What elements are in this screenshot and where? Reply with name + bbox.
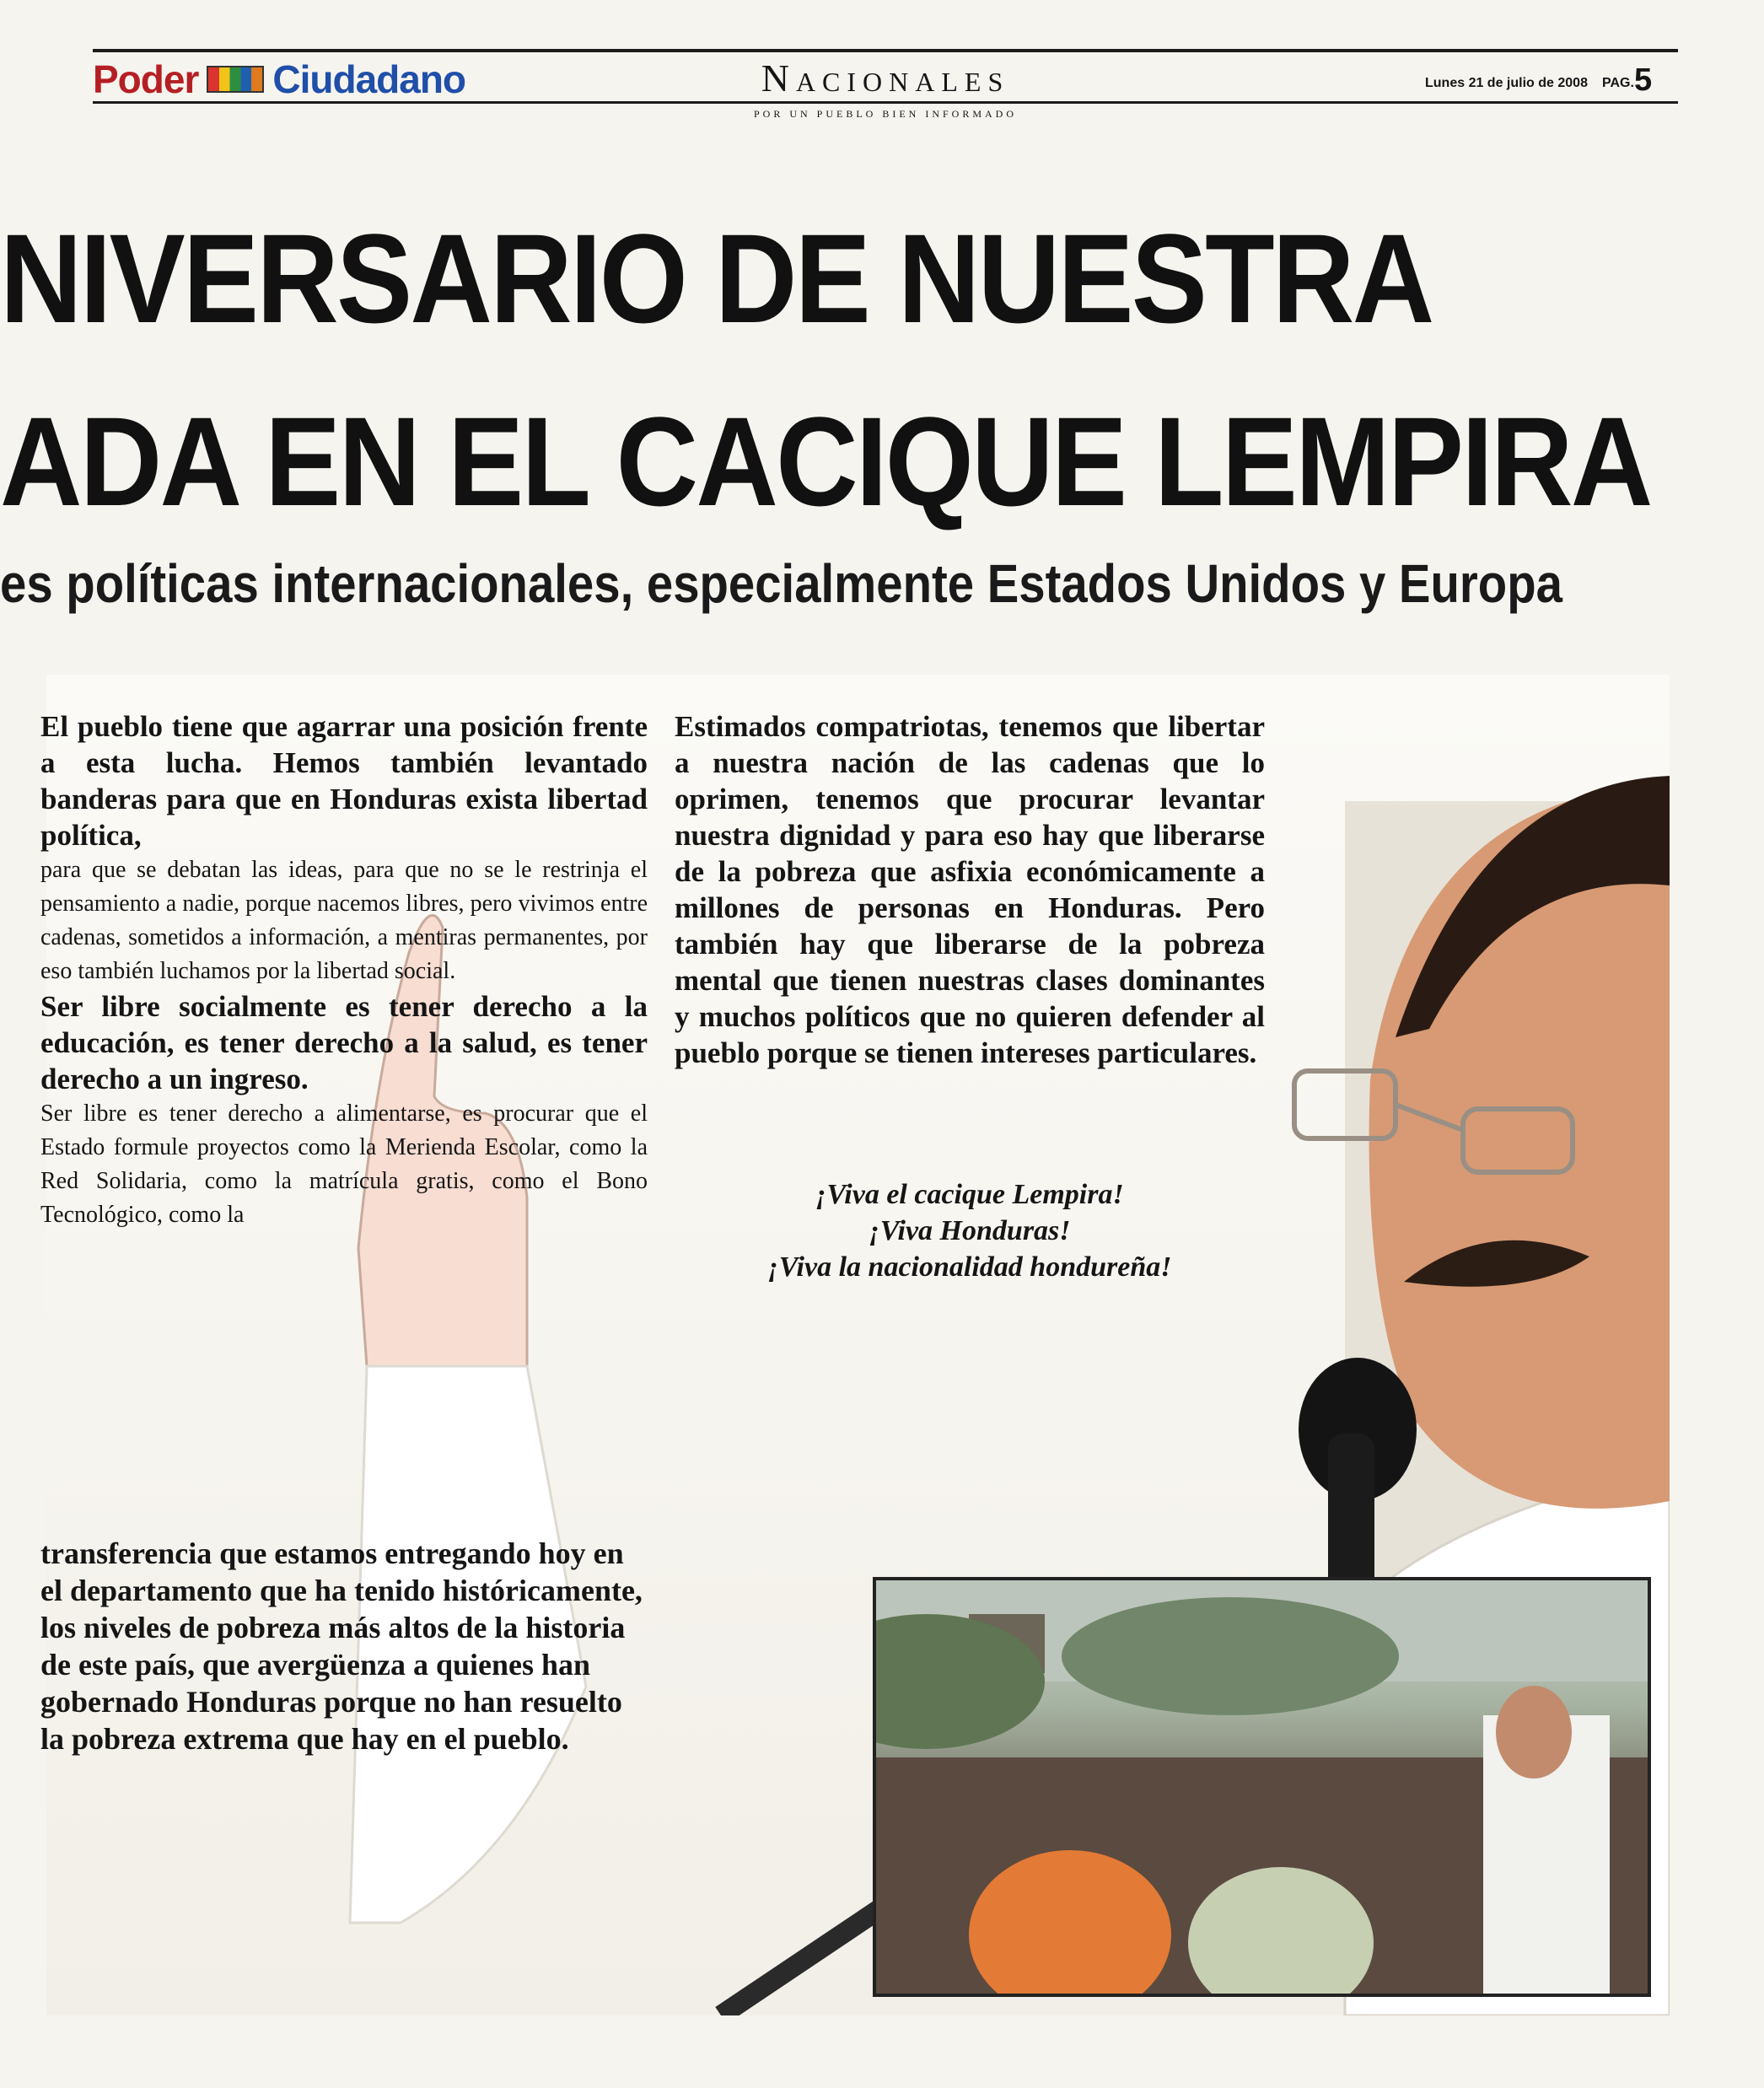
page-label: PAG. xyxy=(1602,76,1634,90)
left-paragraph-1: El pueblo tiene que agarrar una posición frente a esta lucha. Hemos también levantado banderas para que en Honduras exista libertad política, xyxy=(40,710,648,852)
left-paragraph-2: para que se debatan las ideas, para que no se le restrinja el pensamiento a nadie, porque nacemos libres, pero vivimos entre cadenas, sometidos a información, a mentiras permanentes, por eso también luchamos por la libertad social. xyxy=(40,857,648,984)
headline-line-1: NIVERSARIO DE NUESTRA xyxy=(0,207,1433,349)
right-column xyxy=(675,708,1265,1071)
headline-line-2: ADA EN EL CACIQUE LEMPIRA xyxy=(0,390,1651,532)
masthead-logo xyxy=(93,54,465,105)
crowd-photo xyxy=(873,1577,1651,1997)
slogan-line: ¡Viva el cacique Lempira! xyxy=(815,1179,1124,1210)
left-paragraph-4: Ser libre es tener derecho a alimentarse, es procurar que el Estado formule proyectos como la Merienda Escolar, como la Red Solidaria, como la matrícula gratis, como el Bono Tecnológico, como la xyxy=(40,1101,648,1228)
left-column xyxy=(40,708,648,1232)
brand-poder: Poder xyxy=(93,57,199,101)
right-paragraph: Estimados compatriotas, tenemos que libertar a nuestra nación de las cadenas que lo oprimen, tenemos que procurar levantar nuestra dignidad y para eso hay que liberarse de la pobreza que asfixia económicamente a millones de personas en Honduras. Pero también hay que liberarse de la pobreza mental que tienen nuestras clases dominantes y muchos políticos que no quieren defender al pueblo porque se tienen intereses particulares. xyxy=(675,710,1265,1069)
section-title: Nacionales xyxy=(761,57,1010,100)
issue-date: Lunes 21 de julio de 2008 xyxy=(1425,76,1588,90)
header-rule xyxy=(93,101,1678,104)
slogan-line: ¡Viva Honduras! xyxy=(869,1215,1071,1246)
brand-flag-icon xyxy=(207,66,264,93)
brand-ciudadano: Ciudadano xyxy=(272,57,466,101)
closing-slogans xyxy=(675,1176,1265,1285)
section-motto: POR UN PUEBLO BIEN INFORMADO xyxy=(753,108,1017,120)
top-rule xyxy=(93,49,1678,52)
page-number: 5 xyxy=(1634,62,1653,98)
left-column-continuation xyxy=(40,1535,648,1757)
left-paragraph-5: transferencia que estamos entregando hoy en el departamento que ha tenido históricamente, los niveles de pobreza más altos de la historia de este país, que avergüenza a quienes han gobernado Honduras porque no han resuelto la pobreza extrema que hay en el pueblo. xyxy=(40,1536,643,1756)
slogan-line: ¡Viva la nacionalidad hondureña! xyxy=(767,1251,1172,1283)
left-paragraph-3: Ser libre socialmente es tener derecho a la educación, es tener derecho a la salud, es tener derecho a un ingreso. xyxy=(40,990,648,1095)
article-deck: es políticas internacionales, especialmente Estados Unidos y Europa xyxy=(0,553,1562,614)
